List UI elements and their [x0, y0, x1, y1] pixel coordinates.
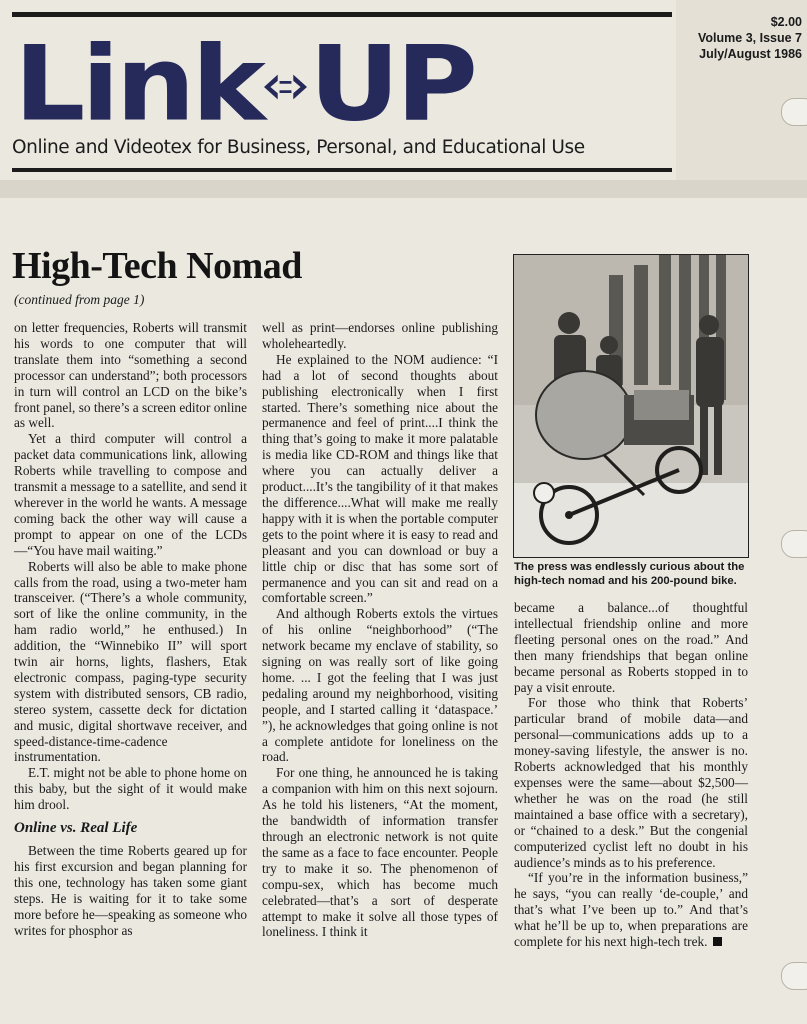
masthead [0, 0, 676, 180]
logo-word-up: UP [308, 24, 474, 145]
top-rule [12, 12, 672, 17]
continued-note: (continued from page 1) [14, 292, 145, 307]
linkup-logo [14, 24, 474, 145]
paragraph: For those who think that Roberts’ particular brand of mobile data—and personal—communications adds up to a money-saving lifestyle, the answer is no. Roberts acknowledged that his monthly expenses were the same—about $2,500—whether he was on the road (he still maintained a base office with a secretary), or “chained to a desk.” But the congenial computerized cyclist left no doubt in his audience’s minds as to his preference. [514, 695, 748, 870]
end-mark-icon [713, 937, 722, 946]
subhead: Online vs. Real Life [14, 820, 138, 837]
column-3 [514, 600, 748, 950]
page-gap [0, 180, 807, 198]
paragraph-text: “If you’re in the information business,” he says, “you can really ‘de-couple,’ and that’s what I’ve been up to.” And that’s what he’ll be up to, when preparations are complete for his next high-tech trek. [514, 870, 748, 950]
volume-issue: Volume 3, Issue 7 [698, 31, 802, 45]
binder-ring-icon [781, 530, 807, 558]
paragraph: on letter frequencies, Roberts will transmit his words to one computer that will translate them into “something a second processor can understand”; both processors in turn will control an LCD on the bike’s front panel, so there’s a screen editor online as well. [14, 320, 247, 431]
paragraph: And although Roberts extols the virtues of his online “neighborhood” (“The network became my enclave of stability, so signing on was really sort of like going home. ... I got the feeling that I was just pedaling around my neighborhood, visiting people, and I started calling it ‘dataspace.’ ”), he acknowledges that going online is not a complete antidote for loneliness on the road. [262, 606, 498, 765]
photo-caption: The press was endlessly curious about the high-tech nomad and his 200-pound bike. [514, 561, 745, 587]
paragraph: For one thing, he announced he is taking a companion with him on this next sojourn. As he told his listeners, “At the moment, the bandwidth of information transfer through an electronic network is not quite the same as a face to face encounter. People try to make it so. The phenomenon of compu-sex, which has become much celebrated—that’s a sort of desperate attempt to make it solve all those types of loneliness. I think it [262, 765, 498, 940]
article-page [0, 198, 807, 1024]
tagline: Online and Videotex for Business, Personal, and Educational Use [12, 137, 585, 158]
paragraph: Yet a third computer will control a packet data communications link, allowing Roberts while travelling to compose and transmit a message to a satellite, and send it wherever in the world he wants. A message coming back the other way will cause a prompt to appear on one of the LCDs—“You have mail waiting.” [14, 431, 248, 558]
paragraph: became a balance...of thoughtful intellectual friendship online and more fleeting personal ones on the road.” And then many friendships that began online became personal as Roberts stopped in to pay a visit enroute. [514, 600, 748, 695]
paragraph: He explained to the NOM audience: “I had a lot of second thoughts about publishing electronically when I first started. There’s something nice about the permanence and feel of print....I think the thing that’s going to make it more palatable is media like CD-ROM and things like that where you can actually deliver a product....It’s the tangibility of it that makes the difference....What will make me really happy with it is when the portable computer gets to the point where it is easy to read and pleasant and you can download or buy a little chip or disc that has some sort of permanence and you can sit and read on a comfortable screen.” [262, 351, 498, 606]
issue-date: July/August 1986 [699, 47, 802, 61]
paragraph: E.T. might not be able to phone home on this baby, but the sight of it would make him drool. [14, 765, 247, 813]
article-headline: High-Tech Nomad [12, 245, 302, 287]
issue-info [680, 14, 802, 62]
paragraph [514, 870, 748, 950]
bike-photo-illustration [514, 255, 748, 557]
paragraph: well as print—endorses online publishing wholeheartedly. [262, 320, 498, 351]
column-1 [14, 320, 247, 938]
price: $2.00 [770, 15, 802, 29]
binder-ring-icon [781, 962, 807, 990]
logo-word-link: Link [14, 24, 262, 145]
paragraph: Roberts will also be able to make phone calls from the road, using a two-meter ham transceiver. (“There’s a whole community, sort of like the online community, in the ham radio world,” he enthused.) In addition, the “Winnebiko II” will sport twin air horns, lights, flashers, Etak electronic compass, paging-type security system with distributed sensors, CB radio, stereo system, cassette deck for dictation and music, digital shortwave receiver, and speed-distance-time-cadence instrumentation. [14, 558, 247, 765]
bottom-rule [12, 168, 672, 172]
binder-ring-icon [781, 98, 807, 126]
column-2 [262, 320, 498, 940]
double-arrow-icon [264, 56, 307, 118]
paragraph: Between the time Roberts geared up for his first excursion and began planning for this one, technology has taken some giant steps. He is waiting for it to take some more before he—speaking as someone who writes for phosphor as [14, 843, 247, 938]
article-photo [513, 254, 749, 558]
